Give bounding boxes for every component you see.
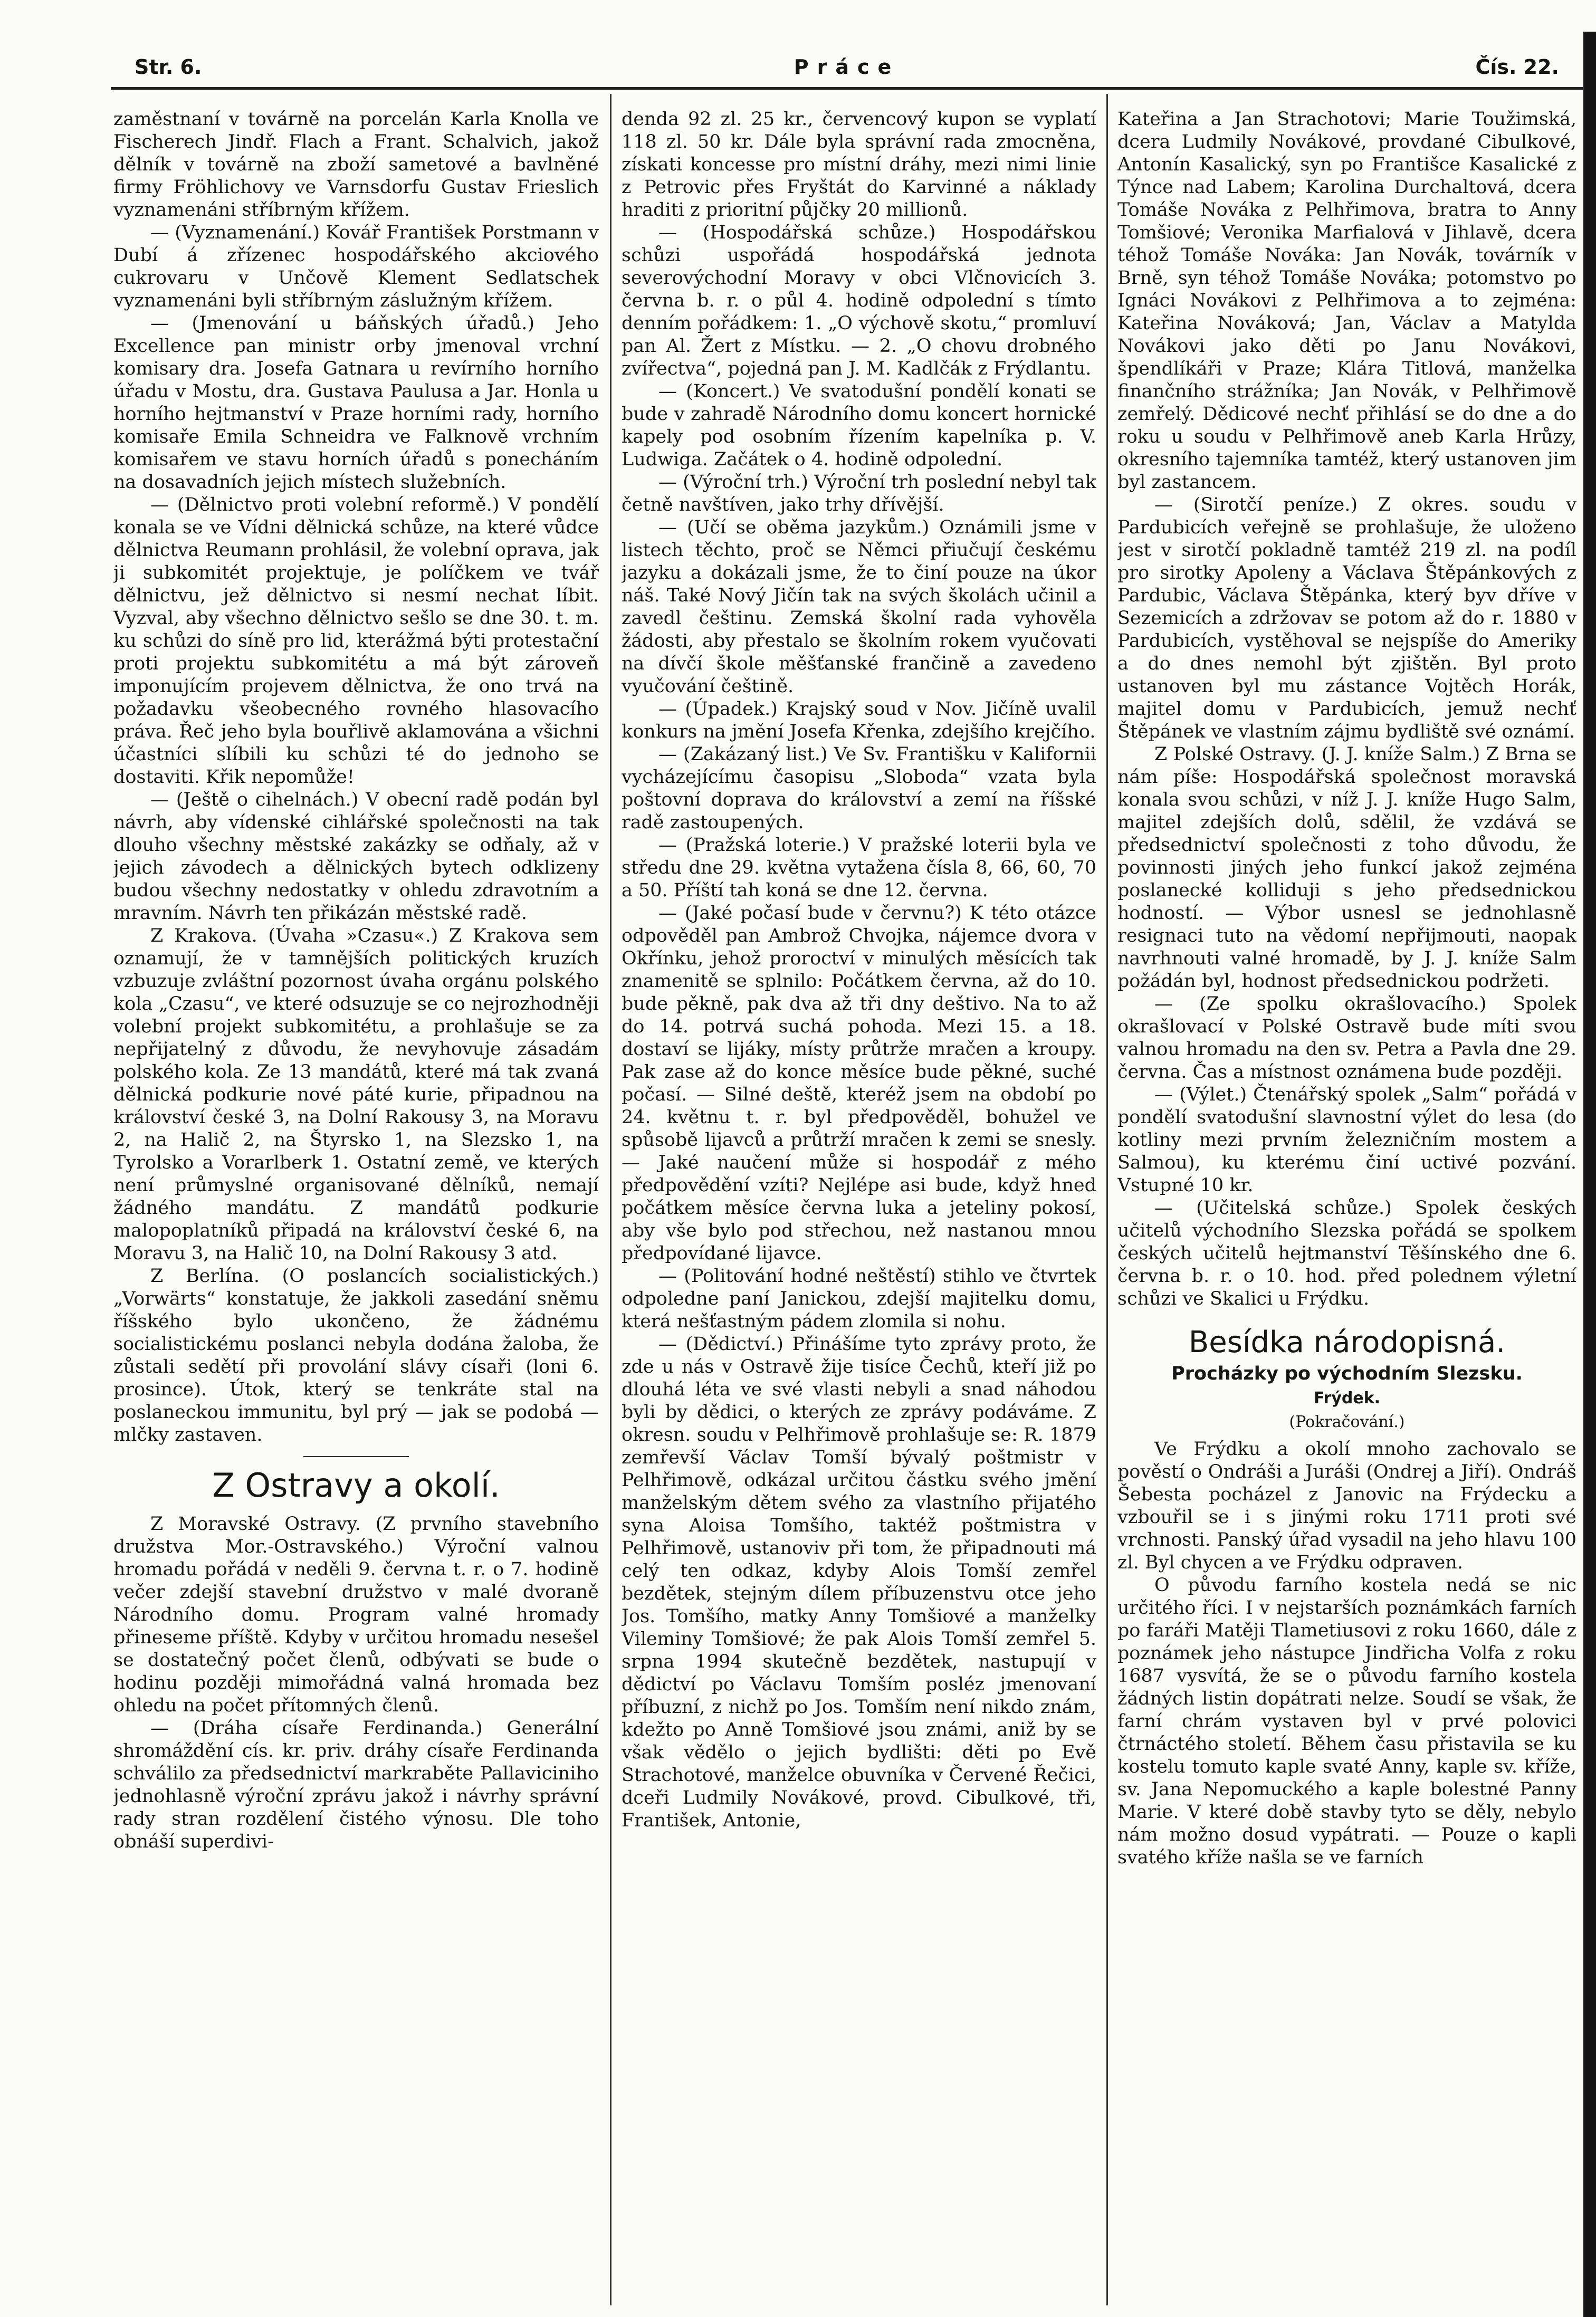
article-paragraph: — (Sirotčí peníze.) Z okres. soudu v Pardubicích veřejně se prohlašuje, že uloženo jest v sirotčí pokladně tamtéž 219 zl. na podíl pro sirotky Apoleny a Václava Štěpánkových z Pardubic, Václava Štěpánka, který byv dříve v Sezemicích a zdržovav se potom až do r. 1880 v Pardubicích, vystěhoval se nejspíše do Ameriky a do dnes nemohl být zjištěn. Byl proto ustanoven byl mu zástance Vojtěch Horák, majitel domu v Pardubicích, jemuž nechť Štěpánek ve vlastním zájmu bydliště své oznámí. <box>1117 494 1576 742</box>
column-3 <box>1117 108 1576 2305</box>
header-rule <box>111 87 1583 90</box>
article-paragraph: denda 92 zl. 25 kr., červencový kupon se vyplatí 118 zl. 50 kr. Dále byla správní rada zmocněna, získati koncesse pro místní dráhy, mezi nimi linie z Petrovic přes Fryštát do Karvinné a náklady hraditi z prioritní půjčky 20 millionů. <box>622 109 1096 221</box>
article-paragraph: — (Koncert.) Ve svatodušní pondělí konati se bude v zahradě Národního domu koncert hornické kapely pod osobním řízením kapelníka p. V. Ludwiga. Začátek o 4. hodině odpolední. <box>622 381 1096 470</box>
feature-place: Frýdek. <box>1313 1389 1381 1408</box>
column-divider <box>610 94 611 2305</box>
section-heading: Z Ostravy a okolí. <box>212 1466 500 1505</box>
article-paragraph: Z Polské Ostravy. (J. J. kníže Salm.) Z Brna se nám píše: Hospodářská společnost moravská konala svou schůzi, v níž J. J. kníže Hugo Salm, majitel zdejších dolů, sdělil, že vzdává se předsednictví společnosti z toho důvodu, že povinnosti jiných jeho funkcí jakož zejména poslanecké kolliduji s jeho předsednickou hodností. — Výbor usnesl se jednohlasně resignaci tuto na vědomí nepřijmouti, naopak navrhnouti valné hromadě, by J. J. kníže Salm požádán byl, hodnost předsednickou podržeti. <box>1117 744 1576 992</box>
article-paragraph: — (Dělnictvo proti volební reformě.) V pondělí konala se ve Vídni dělnická schůze, na které vůdce dělnictva Reumann prohlásil, že volební oprava, jak ji subkomitét projektuje, je políčkem ve tvář dělnictvu, jež dělnictvo si nesmí nechat líbit. Vyzval, aby všechno dělnictvo sešlo se dne 30. t. m. ku schůzi do síně pro lid, kterážmá býti protestační proti projektu subkomitétu a má být zároveň imponujícím projevem dělnictva, že ono trvá na požadavku všeobecného rovného hlasovacího práva. Řeč jeho byla bouřlivě aklamována a všichni účastníci slíbili ku schůzi té do jednoho se dostaviti. Křik nepomůže! <box>113 494 599 788</box>
feature-subtitle: Procházky po východním Slezsku. <box>1171 1363 1523 1384</box>
article-paragraph: — (Zakázaný list.) Ve Sv. Františku v Kalifornii vycházejícímu časopisu „Sloboda“ vzata byla poštovní doprava do království a zemí na říšské radě zastoupených. <box>622 744 1096 833</box>
page-number: Str. 6. <box>135 55 202 79</box>
article-paragraph: Z Berlína. (O poslancích socialistických.) „Vorwärts“ konstatuje, že jakkoli zasedání sněmu říšského bylo ukončeno, že žádnému socialistickému poslanci nebyla dodána žaloba, že zůstali sedětí při provolání slávy císaři (loni 6. prosince). Útok, který se tenkráte stal na poslaneckou immunitu, byl prý — jak se podobá — mlčky zastaven. <box>113 1266 599 1445</box>
article-paragraph: O původu farního kostela nedá se nic určitého říci. I v nejstarších poznámkách farních po faráři Matěji Tlametiusovi z roku 1660, dále z poznámek jeho nástupce Jindřicha Volfa z roku 1687 vysvítá, že se o původu farního kostela žádných listin dopátrati nelze. Soudí se však, že farní chrám vystaven byl v prvé polovici čtrnáctého století. Během času přistavila se ku kostelu tomuto kaple svaté Anny, kaple sv. kříže, sv. Jana Nepomuckého a kaple bolestné Panny Marie. V které době stavby tyto se děly, nebylo nám možno dosud vypátrati. — Pouze o kapli svatého kříže našla se ve farních <box>1117 1575 1576 1868</box>
article-paragraph: Z Krakova. (Úvaha »Czasu«.) Z Krakova sem oznamují, že v tamnějších politických kruzích vzbuzuje zvláštní pozornost úvaha orgánu polského kola „Czasu“, ve které odsuzuje se co nejrozhodněji volební projekt subkomitétu, a prohlašuje se za nepřijatelný z důvodu, že nevyhovuje zásadám polského kola. Ze 13 mandátů, které má tak zvaná dělnická podkurie nové páté kurie, připadnou na království české 3, na Dolní Rakousy 3, na Moravu 2, na Halič 2, na Štyrsko 1, na Slezsko 1, na Tyrolsko a Vorarlberk 1. Ostatní země, ve kterých není průmyslné organisované dělníků, nemají žádného mandátu. Z mandátů podkurie malopoplatníků připadá na království české 6, na Moravu 3, na Halič 10, na Dolní Rakousy 3 atd. <box>113 925 599 1264</box>
article-paragraph: — (Učitelská schůze.) Spolek českých učitelů východního Slezska pořádá se spolkem českých učitelů hejtmanství Těšínského dne 6. června b. r. o 10. hod. před polednem výletní schůzi ve Skalici u Frýdku. <box>1117 1198 1576 1309</box>
article-paragraph: — (Úpadek.) Krajský soud v Nov. Jičíně uvalil konkurs na jmění Josefa Křenka, zdejšího krejčího. <box>622 698 1096 742</box>
page-edge <box>1583 32 1596 2317</box>
article-paragraph: Ve Frýdku a okolí mnoho zachovalo se pověstí o Ondráši a Juráši (Ondrej a Jiří). Ondráš Šebesta pocházel z Janovic na Frýdecku a vzbouřil se i s jinými roku 1711 proti své vrchnosti. Panský úřad vysadil na jeho hlavu 100 zl. Byl chycen a ve Frýdku odpraven. <box>1117 1439 1576 1573</box>
column-1 <box>113 108 599 2305</box>
article-paragraph: zaměstnaní v továrně na porcelán Karla Knolla ve Fischerech Jindř. Flach a Frant. Schalvich, jakož dělník v továrně na zboží sametové a bavlněné firmy Fröhlichovy ve Varnsdorfu Gustav Frieslich vyznamenáni stříbrným křížem. <box>113 109 599 221</box>
feature-title: Besídka národopisná. <box>1188 1325 1506 1359</box>
article-paragraph: — (Výlet.) Čtenářský spolek „Salm“ pořádá v pondělí svatodušní slavnostní výlet do lesa (do kotliny mezi prvním železničním mostem a Salmou), ku kterému činí uctivé pozvání. Vstupné 10 kr. <box>1117 1084 1576 1196</box>
article-paragraph: — (Ještě o cihelnách.) V obecní radě podán byl návrh, aby vídenské cihlářské společnosti na tak dlouho všechny městské zakázky se odňaly, až v jejich závodech a dělnických bytech odklizeny budou všechny nedostatky v ohledu zdravotním a mravním. Návrh ten přikázán městské radě. <box>113 789 599 924</box>
page-header <box>135 55 1559 87</box>
article-paragraph: — (Jaké počasí bude v červnu?) K této otázce odpověděl pan Ambrož Chvojka, nájemce dvora v Okřínku, jehož proroctví v minulých měsících tak znamenitě se splnilo: Počátkem června, až do 10. bude pěkně, pak dva až tři dny deštivo. Na to až do 14. potrvá suchá pohoda. Mezi 15. a 18. dostaví se lijáky, místy průtrže mračen a kroupy. Pak zase až do konce měsíce bude pěkné, suché počasí. — Silné deště, kteréž jsem na období po 24. květnu t. r. byl předpověděl, bohužel ve spůsobě lijavců a průtrží mračen k zemi se snesly. — Jaké naučení může si hospodář z mého předpovědění vzíti? Nejlépe asi bude, když hned počátkem měsíce června luka a jeteliny pokosí, aby vše bylo pod střechou, než nastanou mnou předpovídané lijavce. <box>622 903 1096 1264</box>
article-paragraph: Kateřina a Jan Strachotovi; Marie Toužimská, dcera Ludmily Novákové, provdané Cibulkové, Antonín Kasalický, syn po Františce Kasalické z Týnce nad Labem; Karolina Durchaltová, dcera Tomáše Nováka z Pelhřimova, bratra to Anny Tomšiové; Veronika Marfialová v Jihlavě, dcera téhož Tomáše Nováka: Jan Novák, továrník v Brně, syn téhož Tomáše Nováka; potomstvo po Ignáci Novákovi z Pelhřimova a to zejména: Kateřina Nováková; Jan, Václav a Matylda Novákovi jako děti po Janu Novákovi, špendlíkáři v Praze; Klára Titlová, manželka finančního strážníka; Jan Novák, v Pelhřimově zemřelý. Dědicové nechť přihlásí se do dne a do roku u soudu v Pelhřimově aneb Karla Hrůzy, okresního tajemníka tamtéž, který ustanoven jim byl zastancem. <box>1117 109 1576 493</box>
article-paragraph: Z Moravské Ostravy. (Z prvního stavebního družstva Mor.-Ostravského.) Výroční valnou hromadu pořádá v neděli 9. června t. r. o 7. hodině večer zdejší stavební družstvo v malé dvoraně Národního domu. Program valné hromady přineseme příště. Kdyby v určitou hromadu nesešel se dostatečný počet členů, odbývati se bude o hodinu později mimořádná valná hromada bez ohledu na počet přítomných členů. <box>113 1514 599 1716</box>
article-paragraph: — (Učí se oběma jazykům.) Oznámili jsme v listech těchto, proč se Němci přiučují českému jazyku a dokázali jsme, že to činí pouze na úkor náš. Také Nový Jičín tak na svých školách učinil a zavedl češtinu. Zemská školní rada vyhověla žádosti, aby přestalo se školním rokem vyučovati na dívčí škole měšťanské frančině a zavedeno vyučování češtině. <box>622 517 1096 697</box>
column-divider <box>1106 94 1108 2305</box>
masthead-title: Práce <box>794 55 900 79</box>
article-paragraph: — (Výroční trh.) Výroční trh poslední nebyl tak četně navštíven, jako trhy dřívější. <box>622 472 1096 515</box>
section-rule <box>303 1456 409 1457</box>
article-paragraph: — (Ze spolku okrašlovacího.) Spolek okrašlovací v Polské Ostravě bude míti svou valnou hromadu na den sv. Petra a Pavla dne 29. června. Čas a místnost oznámena bude později. <box>1117 993 1576 1083</box>
issue-number: Čís. 22. <box>1475 55 1559 79</box>
article-paragraph: — (Hospodářská schůze.) Hospodářskou schůzi uspořádá hospodářská jednota severovýchodní Moravy v obci Vlčnovicích 3. června b. r. o půl 4. hodině odpolední s tímto denním pořádkem: 1. „O výchově skotu,“ promluví pan Al. Žert z Místku. — 2. „O chovu drobného zvířectva“, pojedná pan J. M. Kadlčák z Frýdlantu. <box>622 222 1096 379</box>
article-paragraph: — (Pražská loterie.) V pražské loterii byla ve středu dne 29. května vytažena čísla 8, 66, 60, 70 a 50. Příští tah koná se dne 12. června. <box>622 835 1096 901</box>
column-2 <box>622 108 1096 2305</box>
article-paragraph: — (Vyznamenání.) Kovář František Porstmann v Dubí á zřízenec hospodářského akciového cukrovaru v Unčově Klement Sedlatschek vyznamenáni byli stříbrným záslužným křížem. <box>113 222 599 311</box>
article-paragraph: — (Politování hodné neštěstí) stihlo ve čtvrtek odpoledne paní Janickou, zdejší majitelku domu, která nešťastným pádem zlomila si nohu. <box>622 1266 1096 1332</box>
article-paragraph: — (Jmenování u báňských úřadů.) Jeho Excellence pan ministr orby jmenoval vrchní komisary dra. Josefa Gatnara u revírního horního úřadu v Mostu, dra. Gustava Paulusa a Jar. Honla u horního hejtmanství v Praze horními rady, horního komisaře Emila Schneidra ve Falknově vrchním komisařem ve stavu horních úřadů s ponecháním na dosavadních jejich místech služebních. <box>113 313 599 493</box>
article-paragraph: — (Dráha císaře Ferdinanda.) Generální shromáždění cís. kr. priv. dráhy císaře Ferdinanda schválilo za předsednictví markraběte Pallaviciniho jednohlasně výroční zprávu jakož i návrhy správní rady stran rozdělení čistého výnosu. Dle toho obnáší superdivi- <box>113 1718 599 1852</box>
feature-continuation: (Pokračování.) <box>1289 1413 1405 1431</box>
article-paragraph: — (Dědictví.) Přinášíme tyto zprávy proto, že zde u nás v Ostravě žije tisíce Čechů, kteří již po dlouhá léta ve své vlasti nebyli a snad náhodou byli by dědici, o kterých ze zprávy podáváme. Z okresn. soudu v Pelhřimově prohlašuje se: R. 1879 zemřevší Václav Tomší bývalý poštmistr v Pelhřimově, odkázal určitou částku svého jmění manželským dětem svého za vlastního přijatého syna Aloisa Tomšího, taktéž poštmistra v Pelhřimově, ustanoviv při tom, že připadnouti má celý ten odkaz, kdyby Alois Tomší zemřel bezdětek, stejným dílem příbuzenstvu otce jeho Jos. Tomšího, matky Anny Tomšiové a manželky Vileminy Tomšiové; že pak Alois Tomší zemřel 5. srpna 1994 skutečně bezdětek, nastupují v dědictví po Václavu Tomším posléz jmenovaní příbuzní, z nichž po Jos. Tomším není nikdo znám, kdežto po Anně Tomšiové jsou známi, aniž by se však vědělo o jejich bydlišti: děti po Evě Strachotové, manželce obuvníka v Červené Řečici, dceři Ludmily Novákové, provd. Cibulkové, tři, František, Antonie, <box>622 1334 1096 1831</box>
